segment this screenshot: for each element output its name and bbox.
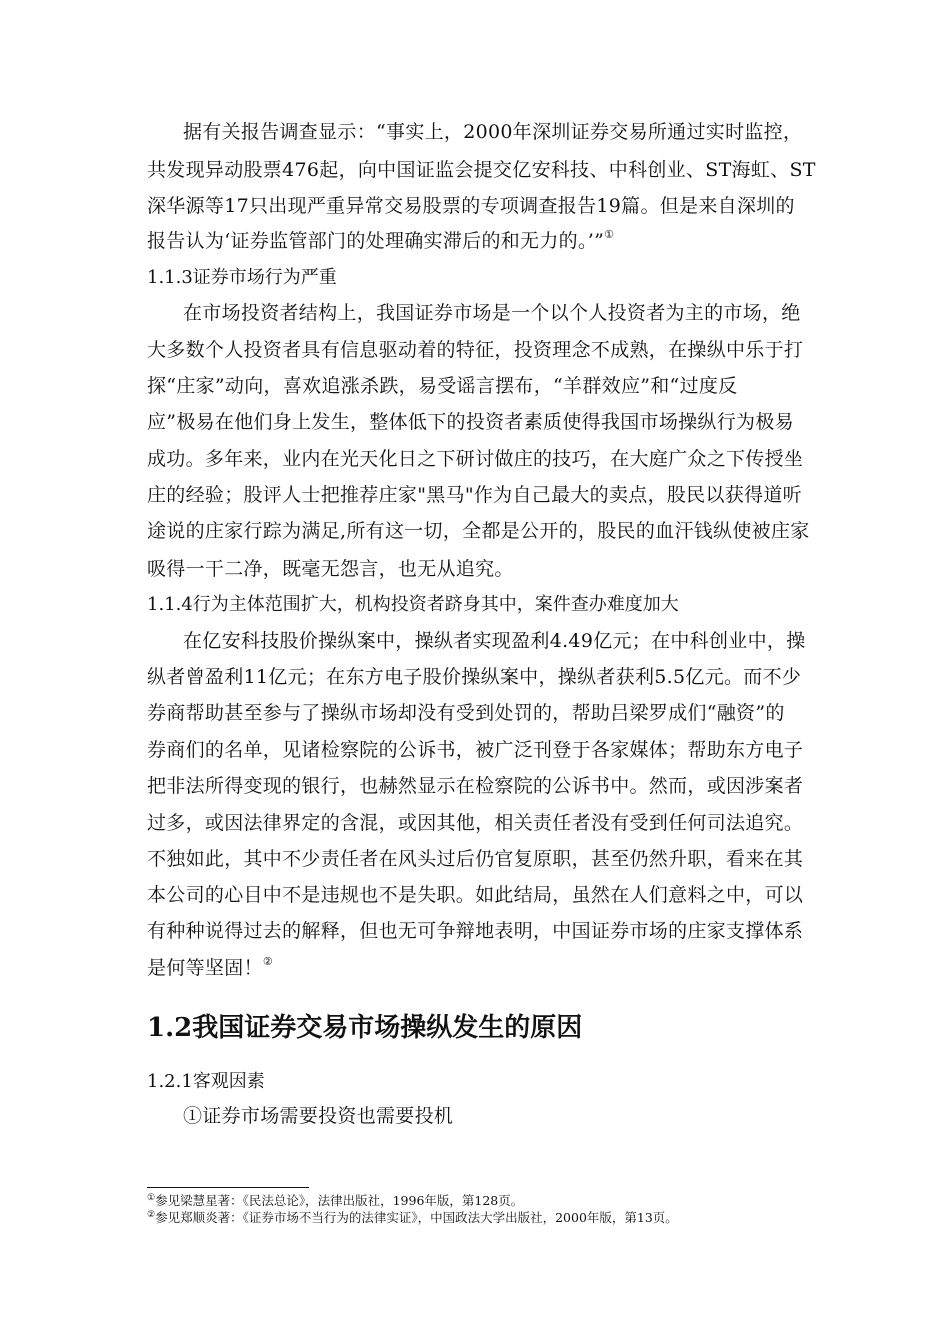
paragraph-3-line-5: 把非法所得变现的银行，也赫然显示在检察院的公诉书中。然而，或因涉案者 xyxy=(147,775,804,797)
paragraph-2-line-3: 探“庄家”动向，喜欢追涨杀跌，易受谣言摆布，“羊群效应”和“过度反 xyxy=(147,375,738,397)
footnote-ref-1: ① xyxy=(604,228,615,241)
paragraph-2-line-6: 庄的经验；股评人士把推荐庄家"黑马"作为自己最大的卖点，股民以获得道听 xyxy=(147,484,802,506)
paragraph-2-line-2: 大多数个人投资者具有信息驱动着的特征，投资理念不成熟，在操纵中乐于打 xyxy=(147,339,804,361)
paragraph-2-line-5: 成功。多年来，业内在光天化日之下研讨做庄的技巧，在大庭广众之下传授坐 xyxy=(147,448,804,470)
paragraph-1-line-3: 深华源等17只出现严重异常交易股票的专项调查报告19篇。但是来自深圳的 xyxy=(147,195,795,217)
footnote-1-text: 参见梁慧星著：《民法总论》，法律出版社，1996年版，第128页。 xyxy=(155,1193,524,1208)
section-heading-1-2-1: 1.2.1客观因素 xyxy=(147,1071,265,1092)
section-heading-1-1-4: 1.1.4行为主体范围扩大，机构投资者跻身其中，案件查办难度加大 xyxy=(147,594,679,615)
paragraph-2-line-8: 吸得一干二净，既毫无怨言，也无从追究。 xyxy=(147,558,514,580)
footnote-separator xyxy=(147,1187,309,1188)
footnote-1-mark: ① xyxy=(147,1193,156,1203)
section-heading-1-2: 1.2我国证券交易市场操纵发生的原因 xyxy=(147,1013,583,1043)
paragraph-3-line-8: 本公司的心目中不是违规也不是失职。如此结局，虽然在人们意料之中，可以 xyxy=(147,884,804,906)
paragraph-2-line-4: 应”极易在他们身上发生，整体低下的投资者素质使得我国市场操纵行为极易 xyxy=(147,411,794,433)
footnote-ref-2: ② xyxy=(262,955,273,968)
paragraph-3-line-10 xyxy=(147,955,273,981)
paragraph-3-line-1: 在亿安科技股价操纵案中，操纵者实现盈利4.49亿元；在中科创业中，操 xyxy=(183,630,806,652)
footnote-1 xyxy=(147,1193,523,1209)
paragraph-3-line-2: 纵者曾盈利11亿元；在东方电子股价操纵案中，操纵者获利5.5亿元。而不少 xyxy=(147,666,802,688)
paragraph-1-line-4-text: 报告认为‘证券监管部门的处理确实滞后的和无力的。’” xyxy=(147,230,605,252)
paragraph-3-line-10-text: 是何等坚固！ xyxy=(147,957,263,979)
footnote-2-text: 参见郑顺炎著：《证券市场不当行为的法律实证》，中国政法大学出版社，2000年版，第13页。 xyxy=(155,1210,678,1225)
paragraph-2-line-7: 途说的庄家行踪为满足,所有这一切，全都是公开的，股民的血汗钱纵使被庄家 xyxy=(147,520,810,542)
paragraph-1-line-1: 据有关报告调查显示：“事实上，2000年深圳证券交易所通过实时监控， xyxy=(183,121,803,143)
paragraph-2-line-1: 在市场投资者结构上，我国证券市场是一个以个人投资者为主的市场，绝 xyxy=(183,302,801,324)
paragraph-3-line-7: 不独如此，其中不少责任者在风头过后仍官复原职，甚至仍然升职，看来在其 xyxy=(147,848,804,870)
paragraph-1-line-2: 共发现异动股票476起，向中国证监会提交亿安科技、中科创业、ST海虹、ST xyxy=(147,159,816,181)
paragraph-3-line-6: 过多，或因法律界定的含混，或因其他，相关责任者没有受到任何司法追究。 xyxy=(147,812,804,834)
paragraph-1-line-4 xyxy=(147,228,614,254)
paragraph-3-line-3: 券商帮助甚至参与了操纵市场却没有受到处罚的，帮助吕梁罗成们“融资”的 xyxy=(147,702,785,724)
footnote-2-mark: ② xyxy=(147,1210,156,1220)
paragraph-3-line-9: 有种种说得过去的解释，但也无可争辩地表明，中国证券市场的庄家支撑体系 xyxy=(147,920,804,942)
list-item-1: ①证券市场需要投资也需要投机 xyxy=(183,1105,454,1127)
footnote-2 xyxy=(147,1210,678,1226)
section-heading-1-1-3: 1.1.3证券市场行为严重 xyxy=(147,267,337,288)
paragraph-3-line-4: 券商们的名单，见诸检察院的公诉书，被广泛刊登于各家媒体；帮助东方电子 xyxy=(147,739,804,761)
